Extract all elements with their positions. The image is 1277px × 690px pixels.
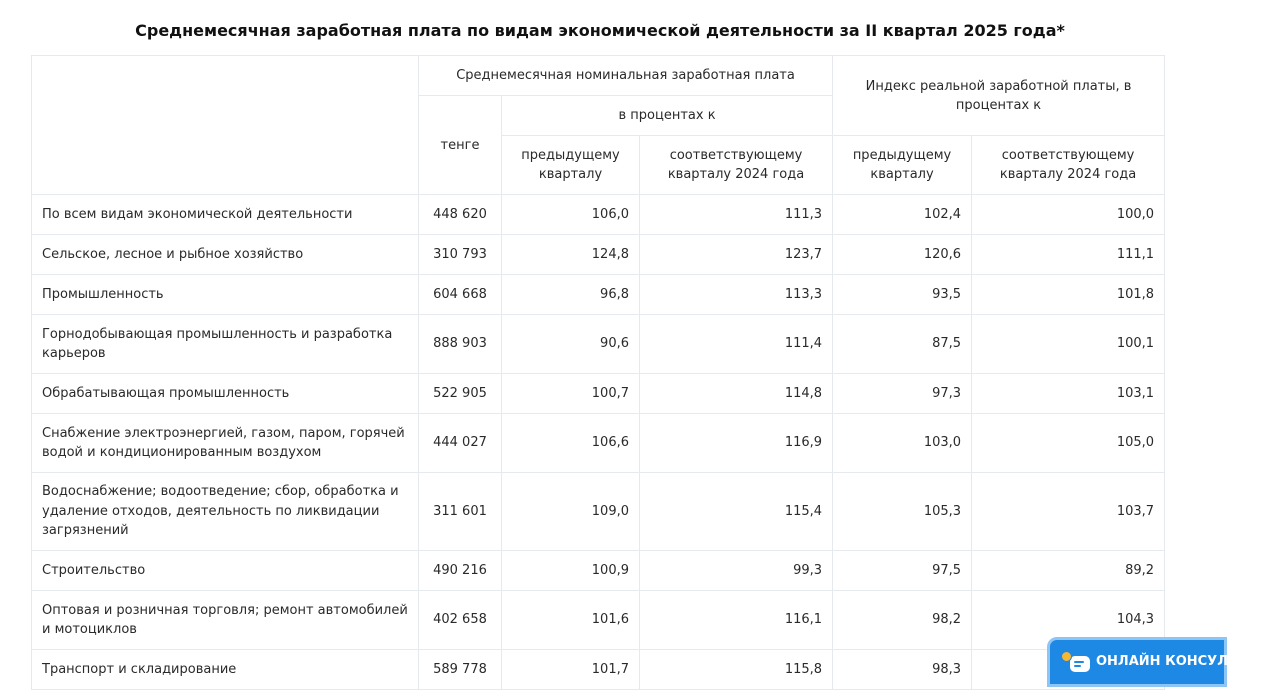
real-same: 89,2	[972, 551, 1165, 591]
salary-tenge: 311 601	[419, 473, 502, 551]
header-activity	[32, 56, 419, 195]
table-row	[32, 650, 1165, 690]
table-row	[32, 551, 1165, 591]
table-row	[32, 235, 1165, 275]
real-same: 105,0	[972, 414, 1165, 473]
nominal-prev: 106,0	[502, 195, 640, 235]
page-title: Среднемесячная заработная плата по видам экономической деятельности за II квартал 2025 года*	[135, 21, 1065, 40]
table-row	[32, 591, 1165, 650]
table-row	[32, 315, 1165, 374]
salary-tenge: 444 027	[419, 414, 502, 473]
real-same: 100,1	[972, 315, 1165, 374]
nominal-prev: 101,6	[502, 591, 640, 650]
real-prev: 93,5	[833, 275, 972, 315]
real-prev: 97,3	[833, 374, 972, 414]
nominal-prev: 101,7	[502, 650, 640, 690]
real-prev: 103,0	[833, 414, 972, 473]
nominal-same: 116,9	[640, 414, 833, 473]
real-prev: 98,2	[833, 591, 972, 650]
nominal-same: 123,7	[640, 235, 833, 275]
nominal-prev: 96,8	[502, 275, 640, 315]
real-prev: 87,5	[833, 315, 972, 374]
activity-name: Водоснабжение; водоотведение; сбор, обработка и удаление отходов, деятельность по ликвидации загрязнений	[32, 473, 419, 551]
nominal-prev: 109,0	[502, 473, 640, 551]
nominal-same: 111,4	[640, 315, 833, 374]
salary-tenge: 310 793	[419, 235, 502, 275]
nominal-prev: 100,7	[502, 374, 640, 414]
real-same: 103,7	[972, 473, 1165, 551]
header-nominal-prev-quarter: предыдущему кварталу	[502, 136, 640, 195]
real-prev: 97,5	[833, 551, 972, 591]
activity-name: Снабжение электроэнергией, газом, паром, горячей водой и кондиционированным воздухом	[32, 414, 419, 473]
real-same: 100,0	[972, 195, 1165, 235]
nominal-same: 115,4	[640, 473, 833, 551]
real-same: 111,1	[972, 235, 1165, 275]
nominal-prev: 100,9	[502, 551, 640, 591]
header-tenge: тенге	[419, 96, 502, 195]
real-prev: 120,6	[833, 235, 972, 275]
salary-tenge: 490 216	[419, 551, 502, 591]
salary-tenge: 604 668	[419, 275, 502, 315]
table-row	[32, 374, 1165, 414]
real-same: 103,1	[972, 374, 1165, 414]
nominal-same: 111,3	[640, 195, 833, 235]
header-real-prev-quarter: предыдущему кварталу	[833, 136, 972, 195]
activity-name: Промышленность	[32, 275, 419, 315]
table-row	[32, 414, 1165, 473]
nominal-prev: 90,6	[502, 315, 640, 374]
real-prev: 102,4	[833, 195, 972, 235]
real-same: 101,8	[972, 275, 1165, 315]
salary-tenge: 888 903	[419, 315, 502, 374]
real-prev: 98,3	[833, 650, 972, 690]
activity-name: Горнодобывающая промышленность и разработка карьеров	[32, 315, 419, 374]
nominal-same: 113,3	[640, 275, 833, 315]
activity-name: Оптовая и розничная торговля; ремонт автомобилей и мотоциклов	[32, 591, 419, 650]
salary-tenge: 589 778	[419, 650, 502, 690]
activity-name: Сельское, лесное и рыбное хозяйство	[32, 235, 419, 275]
nominal-same: 114,8	[640, 374, 833, 414]
online-consultant-button[interactable]	[1047, 637, 1277, 687]
table-row	[32, 195, 1165, 235]
header-nominal-same-quarter: соответствующему кварталу 2024 года	[640, 136, 833, 195]
activity-name: По всем видам экономической деятельности	[32, 195, 419, 235]
real-prev: 105,3	[833, 473, 972, 551]
table-row	[32, 473, 1165, 551]
activity-name: Транспорт и складирование	[32, 650, 419, 690]
nominal-same: 115,8	[640, 650, 833, 690]
header-real-index-group: Индекс реальной заработной платы, в процентах к	[833, 56, 1165, 136]
nominal-prev: 124,8	[502, 235, 640, 275]
header-row-1	[32, 56, 1165, 96]
salary-tenge: 448 620	[419, 195, 502, 235]
salary-table	[31, 55, 1165, 690]
table-row	[32, 275, 1165, 315]
header-nominal-group: Среднемесячная номинальная заработная плата	[419, 56, 833, 96]
nominal-same: 116,1	[640, 591, 833, 650]
activity-name: Строительство	[32, 551, 419, 591]
salary-tenge: 522 905	[419, 374, 502, 414]
activity-name: Обрабатывающая промышленность	[32, 374, 419, 414]
header-percent-to: в процентах к	[502, 96, 833, 136]
nominal-same: 99,3	[640, 551, 833, 591]
real-same: 104,3	[972, 591, 1165, 650]
online-consultant-label: ОНЛАЙН КОНСУЛЬТАНТ	[1096, 654, 1277, 669]
salary-tenge: 402 658	[419, 591, 502, 650]
nominal-prev: 106,6	[502, 414, 640, 473]
header-real-same-quarter: соответствующему кварталу 2024 года	[972, 136, 1165, 195]
